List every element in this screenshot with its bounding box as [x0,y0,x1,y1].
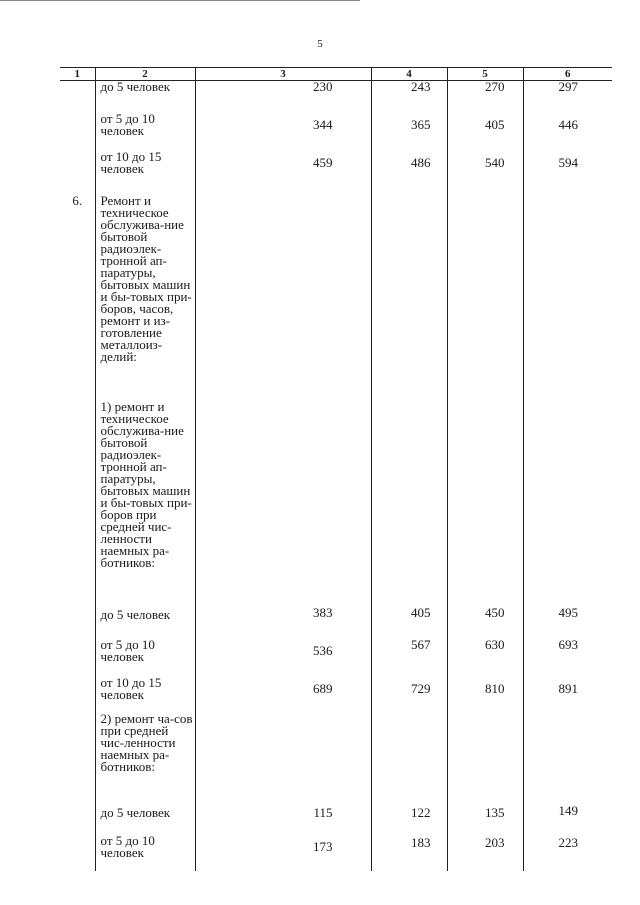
page-number: 5 [317,38,323,50]
value-cell: 689 [195,673,371,711]
row-label: от 10 до 15 человек [95,151,195,191]
value-cell: 383 [195,603,371,633]
table-row [60,603,612,633]
value-cell: 230 [195,81,371,113]
table-row [60,397,612,603]
value-cell: 446 [523,113,612,151]
row-number [60,397,95,603]
value-cell: 183 [371,827,447,871]
value-cell: 567 [371,633,447,673]
value-cell: 173 [195,827,371,871]
row-number [60,673,95,711]
column-header: 6 [523,68,612,81]
value-cell [447,711,523,799]
value-cell [523,191,612,397]
value-cell: 810 [447,673,523,711]
value-cell: 630 [447,633,523,673]
value-cell [371,191,447,397]
row-number [60,151,95,191]
value-cell: 536 [195,633,371,673]
row-label: до 5 человек [95,799,195,827]
value-cell: 243 [371,81,447,113]
table-row [60,711,612,799]
table-row [60,673,612,711]
row-number [60,633,95,673]
value-cell [195,191,371,397]
row-number [60,113,95,151]
value-cell: 149 [523,799,612,827]
row-label: Ремонт и техническое обслужива-ние бытовой радиоэлек-тронной ап-паратуры, бытовых машин и бы-товых при-боров, часов, ремонт и из-готовление металлоиз-делий: [95,191,195,397]
row-label: 1) ремонт и техническое обслужива-ние бытовой радиоэлек-тронной ап-паратуры, бытовых машин и бы-товых при-боров при средней чис-ленности наемных ра-ботников: [95,397,195,603]
value-cell: 450 [447,603,523,633]
table-row [60,191,612,397]
row-label: от 10 до 15 человек [95,673,195,711]
value-cell [195,711,371,799]
column-header: 2 [95,68,195,81]
table-row [60,799,612,827]
row-label: от 5 до 10 человек [95,633,195,673]
rates-table [60,67,612,871]
row-label: от 5 до 10 человек [95,827,195,871]
row-label: 2) ремонт ча-сов при средней чис-ленности наемных ра-ботников: [95,711,195,799]
value-cell [371,711,447,799]
value-cell [523,711,612,799]
top-scan-line [0,0,360,1]
value-cell: 135 [447,799,523,827]
row-number [60,81,95,113]
row-number [60,827,95,871]
row-number [60,603,95,633]
column-header: 3 [195,68,371,81]
row-label: до 5 человек [95,603,195,633]
value-cell: 270 [447,81,523,113]
table-row [60,633,612,673]
value-cell: 891 [523,673,612,711]
value-cell: 729 [371,673,447,711]
value-cell [447,397,523,603]
table-row [60,81,612,113]
column-header: 4 [371,68,447,81]
row-number: 6. [72,192,83,208]
value-cell [195,397,371,603]
value-cell: 540 [447,151,523,191]
table-row [60,827,612,871]
value-cell: 486 [371,151,447,191]
value-cell: 594 [523,151,612,191]
table-row [60,151,612,191]
value-cell: 495 [523,603,612,633]
value-cell: 693 [523,633,612,673]
value-cell: 223 [523,827,612,871]
value-cell: 115 [195,799,371,827]
value-cell: 405 [371,603,447,633]
value-cell: 405 [447,113,523,151]
table-row [60,113,612,151]
row-label: до 5 человек [95,81,195,113]
value-cell: 459 [195,151,371,191]
row-number [60,799,95,827]
row-label: от 5 до 10 человек [95,113,195,151]
column-header: 1 [60,68,95,81]
value-cell: 365 [371,113,447,151]
value-cell [371,397,447,603]
value-cell [447,191,523,397]
column-header: 5 [447,68,523,81]
value-cell: 122 [371,799,447,827]
value-cell [523,397,612,603]
value-cell: 297 [523,81,612,113]
value-cell: 203 [447,827,523,871]
value-cell: 344 [195,113,371,151]
row-number [60,711,95,799]
